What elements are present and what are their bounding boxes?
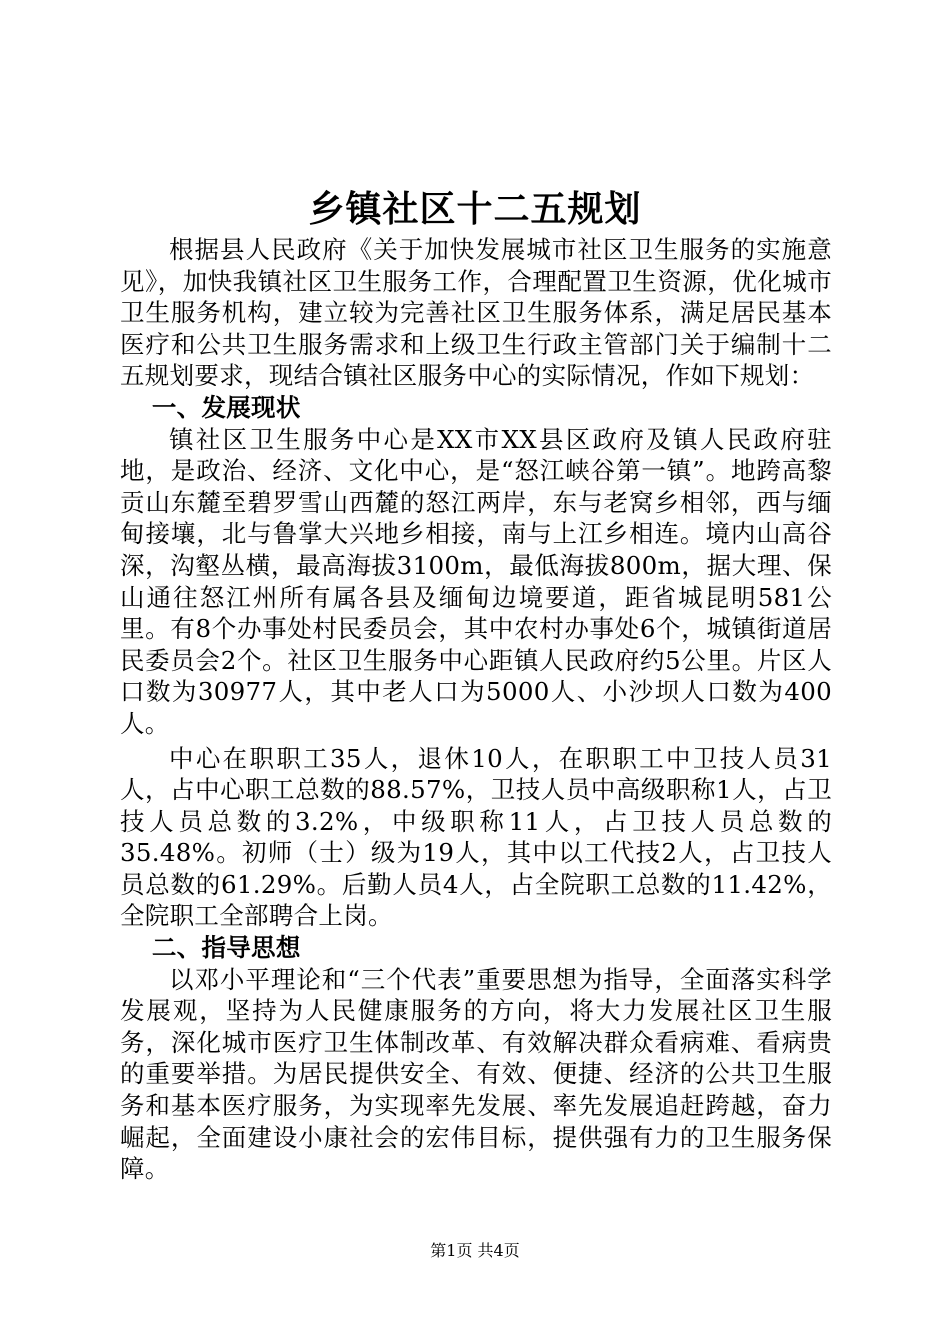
- document-body: [120, 234, 832, 1185]
- guiding-ideology-paragraph: 以邓小平理论和“三个代表”重要思想为指导，全面落实科学发展观，坚持为人民健康服务的方向，将大力发展社区卫生服务，深化城市医疗卫生体制改革、有效解决群众看病难、看病贵的重要举措。为居民提供安全、有效、便捷、经济的公共卫生服务和基本医疗服务，为实现率先发展、率先发展追赶跨越，奋力崛起，全面建设小康社会的宏伟目标，提供强有力的卫生服务保障。: [120, 964, 832, 1184]
- section-heading-guiding-ideology: 二、指导思想: [151, 933, 301, 963]
- section-heading-development-status: 一、发展现状: [151, 392, 301, 422]
- development-status-paragraph: 镇社区卫生服务中心是XX市XX县区政府及镇人民政府驻地，是政治、经济、文化中心，是“怒江峡谷第一镇”。地跨高黎贡山东麓至碧罗雪山西麓的怒江两岸，东与老窝乡相邻，西与缅甸接壤，北与鲁掌大兴地乡相接，南与上江乡相连。境内山高谷深，沟壑丛横，最高海拔3100m，最低海拔800m，据大理、保山通往怒江州所有属各县及缅甸边境要道，距省城昆明581公里。有8个办事处村民委员会，其中农村办事处6个，城镇街道居民委员会2个。社区卫生服务中心距镇人民政府约5公里。片区人口数为30977人，其中老人口为5000人、小沙坝人口数为400人。: [120, 424, 832, 738]
- document-title: 乡镇社区十二五规划: [308, 188, 642, 230]
- page-footer: 第1页 共4页: [430, 1241, 520, 1260]
- staff-paragraph: 中心在职职工35人，退休10人，在职职工中卫技人员31人，占中心职工总数的88.57%，卫技人员中高级职称1人，占卫技人员总数的3.2%，中级职称11人，占卫技人员总数的35.48%。初师（士）级为19人，其中以工代技2人，占卫技人员总数的61.29%。后勤人员4人，占全院职工总数的11.42%，全院职工全部聘合上岗。: [120, 743, 832, 931]
- intro-paragraph: 根据县人民政府《关于加快发展城市社区卫生服务的实施意见》，加快我镇社区卫生服务工作，合理配置卫生资源，优化城市卫生服务机构，建立较为完善社区卫生服务体系，满足居民基本医疗和公共卫生服务需求和上级卫生行政主管部门关于编制十二五规划要求，现结合镇社区服务中心的实际情况，作如下规划：: [120, 235, 832, 391]
